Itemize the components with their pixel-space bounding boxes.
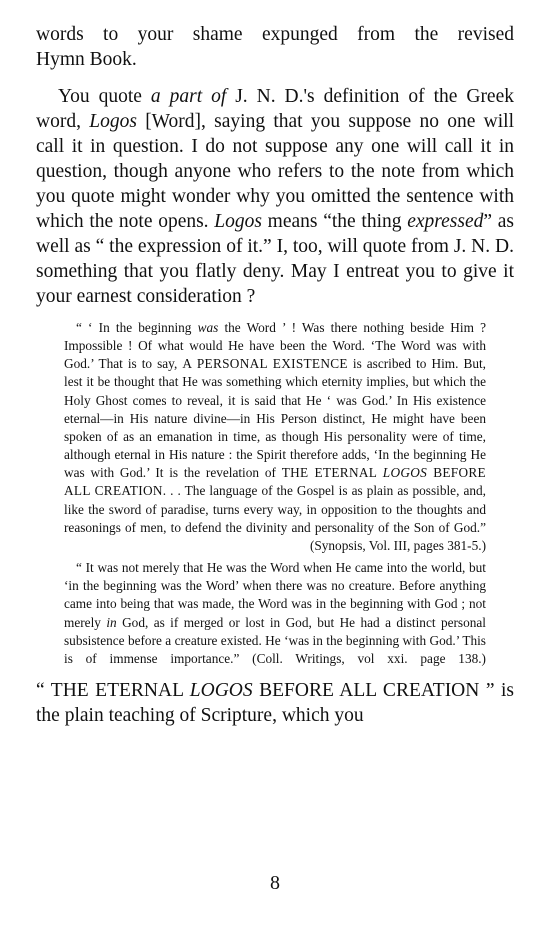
closing-paragraph: “ THE ETERNAL LOGOS BEFORE ALL CREATION ” is the plain teaching of Scripture, which you <box>36 679 514 726</box>
block-quote <box>64 319 486 668</box>
top-paragraph-line2: Hymn Book. <box>36 49 137 70</box>
main-paragraph: You quote a part of J. N. D.'s definition of the Greek word, Logos [Word], saying that you suppose no one will call it in question. I do not suppose any one will call it in question, though anyone who refers to the note from which you quote might wonder why you omitted the sentence with which the note opens. Logos means “the thing expressed” as well as “ the expression of it.” I, too, will quote from J. N. D. something that you flatly deny. May I entreat you to give it your earnest consideration ? <box>36 86 514 307</box>
page-number: 8 <box>270 872 280 894</box>
top-paragraph-line1: words to your shame expunged from the revised <box>36 24 514 45</box>
quote-source: (Synopsis, Vol. III, pages 381-5.) <box>309 537 486 553</box>
document-page <box>36 22 514 728</box>
quote-collected-writings: “ It was not merely that He was the Word when He came into the world, but ‘in the beginning was the Word’ when there was no creature. Before anything came into being that was made, the Word was in the beginning with God ; not merely in God, as if merged or lost in God, but He had a distinct personal subsistence before a creature existed. He ‘was in the beginning with God.’ This is of immense importance.” (Coll. Writings, vol xxi. page 138.) <box>64 560 486 666</box>
quote-synopsis: “ ‘ In the beginning was the Word ’ ! Was there nothing beside Him ? Impossible ! Of what would He have been the Word. ‘The Word was with God.’ That is to say, A PERSONAL EXISTENCE is ascribed to Him. But, lest it be thought that He was something which eternity implies, but which the Holy Ghost comes to reveal, it is said that He ‘ was God.’ In His existence eternal—in His nature divine—in His Person distinct, He might have been spoken of as an emanation in time, as though His personality were of time, although eternal in His nature : the Spirit therefore adds, ‘In the beginning He was with God.’ It is the revelation of THE ETERNAL LOGOS BEFORE ALL CREATION. . . The language of the Gospel is as plain as possible, and, like the sword of paradise, turns every way, in opposition to the thoughts and reasonings of men, to defend the divinity and personality of the Son of God.” <box>64 320 487 535</box>
